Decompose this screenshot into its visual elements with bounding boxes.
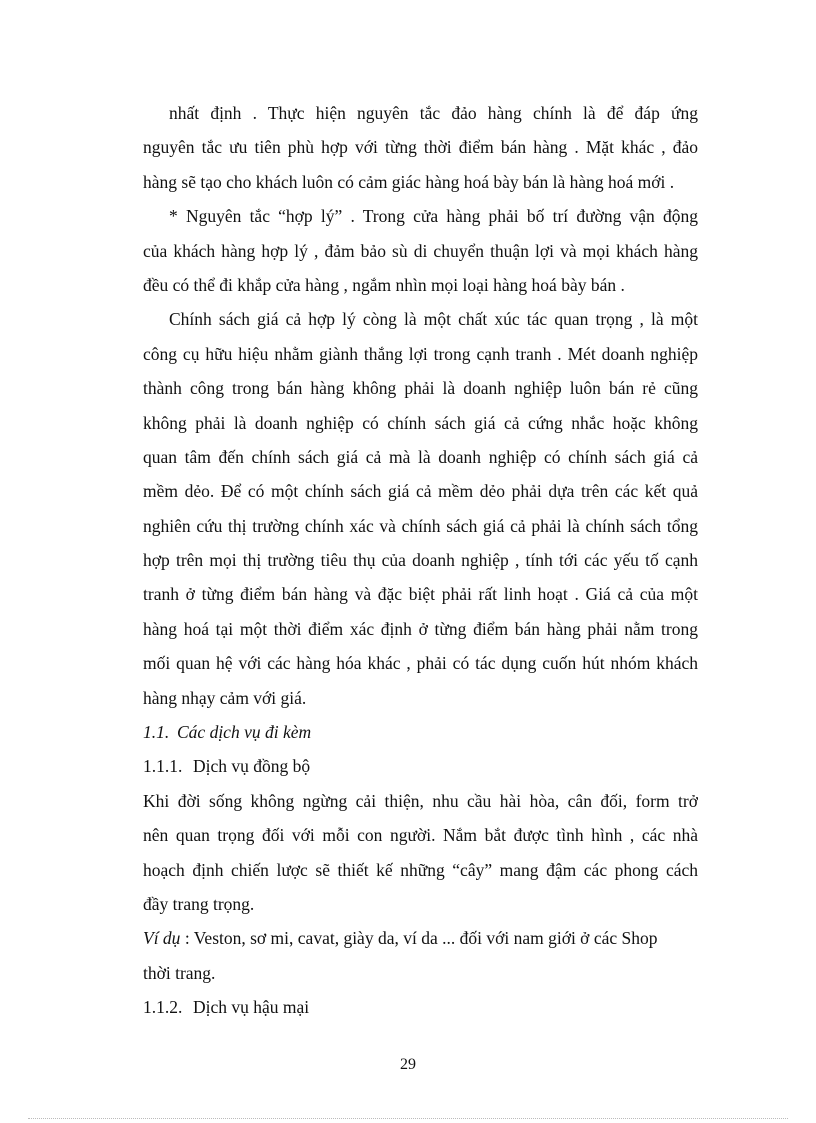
text-line: quan tâm đến chính sách giá cả mà là doanh nghiệp có chính sách giá cả [143, 446, 698, 467]
section-title: Các dịch vụ đi kèm [177, 722, 312, 743]
text-line: hàng nhạy cảm với giá. [143, 687, 307, 708]
subsection-number: 1.1.1. [143, 756, 183, 777]
text-line: hợp trên mọi thị trường tiêu thụ của doanh nghiệp , tính tới các yếu tố cạnh [143, 550, 698, 571]
text-line: mối quan hệ với các hàng hóa khác , phải có tác dụng cuốn hút nhóm khách [143, 653, 698, 674]
text-line: tranh ở từng điểm bán hàng và đặc biệt phải rất linh hoạt . Giá cả của một [143, 584, 698, 605]
text-line: Chính sách giá cả hợp lý còng là một chất xúc tác quan trọng , là một [169, 309, 698, 330]
section-number: 1.1. [143, 722, 170, 743]
text-line: nghiên cứu thị trường chính xác và chính sách giá cả phải là chính sách tổng [143, 515, 698, 536]
text-line: thời trang. [143, 962, 216, 983]
text-line: nên quan trọng đối với mỗi con người. Nắm bắt được tình hình , các nhà [143, 825, 698, 846]
text-line: hàng hoá tại một thời điểm xác định ở từng điểm bán hàng phải nằm trong [143, 618, 698, 639]
text-line: của khách hàng hợp lý , đảm bảo sù di chuyển thuận lợi và mọi khách hàng [143, 240, 698, 261]
subsection-number: 1.1.2. [143, 997, 183, 1018]
paragraph-sync-service [143, 784, 698, 922]
text-line: hoạch định chiến lược sẽ thiết kế những “cây” mang đậm các phong cách [143, 859, 698, 880]
section-heading [143, 715, 698, 749]
subsection-heading [143, 990, 698, 1024]
text-line: đều có thể đi khắp cửa hàng , ngắm nhìn mọi loại hàng hoá bày bán . [143, 274, 625, 295]
paragraph-continuation [143, 96, 698, 199]
text-line: hàng sẽ tạo cho khách luôn có cảm giác hàng hoá bày bán là hàng hoá mới . [143, 171, 675, 192]
example-label: Ví dụ [143, 928, 181, 949]
subsection-title: Dịch vụ đồng bộ [193, 756, 311, 777]
text-line: không phải là doanh nghiệp có chính sách giá cả cứng nhắc hoặc không [143, 412, 698, 433]
subsection-heading [143, 749, 698, 783]
paragraph-principle [143, 199, 698, 302]
text-line: nhất định . Thực hiện nguyên tắc đảo hàng chính là để đáp ứng [169, 103, 698, 123]
text-line: thành công trong bán hàng không phải là doanh nghiệp luôn bán rẻ cũng [143, 378, 698, 399]
page-bottom-rule [28, 1118, 788, 1119]
page-number: 29 [400, 1056, 416, 1073]
paragraph-pricing [143, 302, 698, 715]
text-line: công cụ hữu hiệu nhằm giành thắng lợi trong cạnh tranh . Mét doanh nghiệp [143, 343, 698, 364]
text-line: Khi đời sống không ngừng cải thiện, nhu cầu hài hòa, cân đối, form trở [143, 790, 698, 811]
example-text: : Veston, sơ mi, cavat, giày da, ví da ... đối với nam giới ở các Shop [184, 928, 658, 949]
text-line: đầy trang trọng. [143, 893, 255, 914]
subsection-title: Dịch vụ hậu mại [193, 997, 310, 1018]
text-line: * Nguyên tắc “hợp lý” . Trong cửa hàng phải bố trí đường vận động [169, 206, 698, 227]
text-line: nguyên tắc ưu tiên phù hợp với từng thời điểm bán hàng . Mặt khác , đảo [143, 137, 698, 158]
text-line: mềm dẻo. Để có một chính sách giá cả mềm dẻo phải dựa trên các kết quả [143, 481, 698, 502]
example-block [143, 921, 698, 990]
text-line [143, 921, 698, 955]
body-text [143, 96, 698, 1025]
